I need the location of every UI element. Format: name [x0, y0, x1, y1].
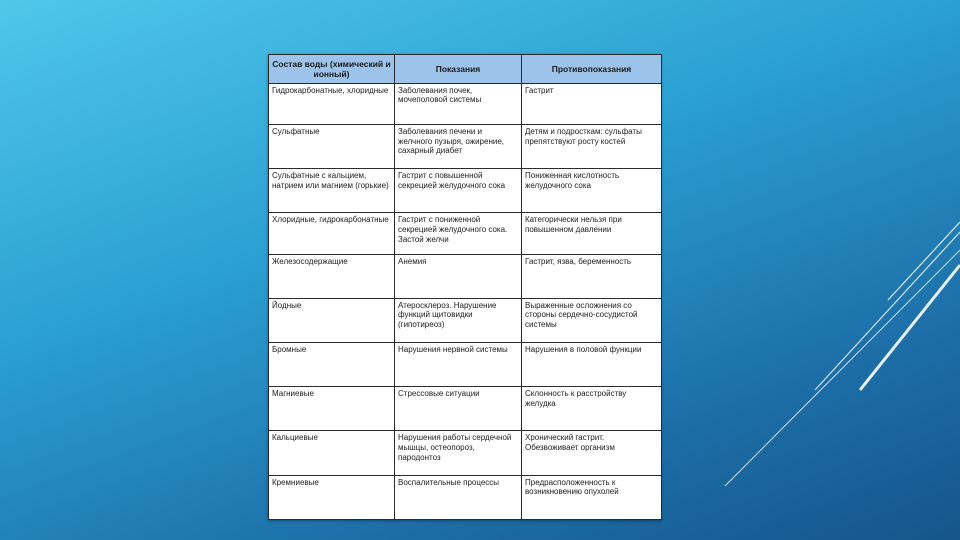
- cell-contraindications: Склонность к расстройству желудка: [522, 387, 662, 431]
- cell-composition: Сульфатные с кальцием, натрием или магнием (горькие): [269, 169, 395, 213]
- cell-contraindications: Нарушения в половой функции: [522, 343, 662, 387]
- cell-composition: Бромные: [269, 343, 395, 387]
- cell-composition: Магниевые: [269, 387, 395, 431]
- table-row: [269, 387, 662, 431]
- cell-indications: Заболевания печени и желчного пузыря, ожирение, сахарный диабет: [395, 124, 522, 168]
- table-row: [269, 83, 662, 124]
- table-row: [269, 124, 662, 168]
- water-composition-table: [268, 54, 662, 520]
- cell-contraindications: Детям и подросткам: сульфаты препятствуют росту костей: [522, 124, 662, 168]
- cell-contraindications: Пониженная кислотность желудочного сока: [522, 169, 662, 213]
- table-row: [269, 343, 662, 387]
- header-indications: Показания: [395, 55, 522, 84]
- table-header-row: [269, 55, 662, 84]
- cell-contraindications: Гастрит: [522, 83, 662, 124]
- cell-contraindications: Гастрит, язва, беременность: [522, 254, 662, 298]
- table-row: [269, 254, 662, 298]
- mineral-water-table: [268, 54, 661, 520]
- cell-composition: Гидрокарбонатные, хлоридные: [269, 83, 395, 124]
- cell-indications: Заболевания почек, мочеполовой системы: [395, 83, 522, 124]
- header-contraindications: Противопоказания: [522, 55, 662, 84]
- table-row: [269, 213, 662, 254]
- cell-indications: Стрессовые ситуации: [395, 387, 522, 431]
- cell-indications: Нарушения нервной системы: [395, 343, 522, 387]
- cell-contraindications: Предрасположенность к возникновению опухолей: [522, 475, 662, 519]
- table-row: [269, 475, 662, 519]
- cell-indications: Анемия: [395, 254, 522, 298]
- cell-indications: Гастрит с повышенной секрецией желудочного сока: [395, 169, 522, 213]
- cell-contraindications: Хронический гастрит. Обезвоживает организм: [522, 431, 662, 475]
- cell-indications: Гастрит с пониженной секрецией желудочного сока. Застой желчи: [395, 213, 522, 254]
- cell-indications: Нарушения работы сердечной мышцы, остеопороз, пародонтоз: [395, 431, 522, 475]
- cell-composition: Кремниевые: [269, 475, 395, 519]
- table-row: [269, 169, 662, 213]
- cell-composition: Йодные: [269, 298, 395, 342]
- cell-composition: Сульфатные: [269, 124, 395, 168]
- table-row: [269, 431, 662, 475]
- cell-contraindications: Категорически нельзя при повышенном давлении: [522, 213, 662, 254]
- header-composition: Состав воды (химический и ионный): [269, 55, 395, 84]
- table-row: [269, 298, 662, 342]
- cell-indications: Атеросклероз. Нарушение функций щитовидки (гипотиреоз): [395, 298, 522, 342]
- cell-contraindications: Выраженные осложнения со стороны сердечно-сосудистой системы: [522, 298, 662, 342]
- cell-composition: Хлоридные, гидрокарбонатные: [269, 213, 395, 254]
- cell-composition: Кальциевые: [269, 431, 395, 475]
- cell-indications: Воспалительные процессы: [395, 475, 522, 519]
- cell-composition: Железосодержащие: [269, 254, 395, 298]
